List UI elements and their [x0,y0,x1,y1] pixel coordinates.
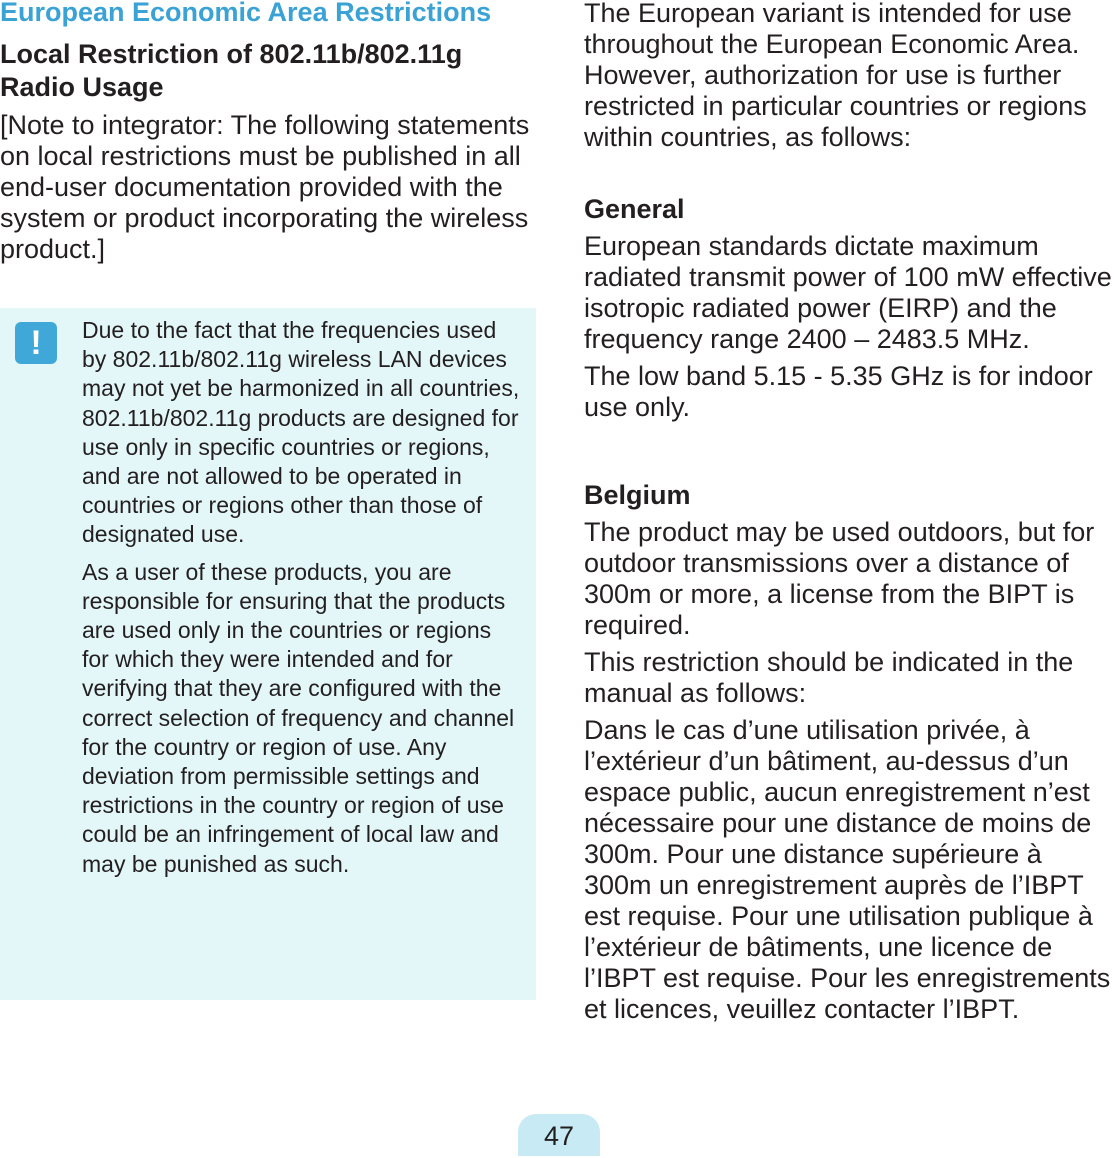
subsection-title: Local Restriction of 802.11b/802.11g Radio Usage [0,39,463,102]
belgium-paragraph-1: The product may be used outdoors, but for outdoor transmissions over a distance of 300m or more, a license from the BIPT is required. [584,517,1095,640]
general-section [584,194,1116,429]
caution-paragraph-2: As a user of these products, you are responsible for ensuring that the products are used only in the countries or regions for which they were intended and for verifying that they are configured with the correct selection of frequency and channel for the country or region of use. Any deviation from permissible settings and restrictions in the country or region of use could be an infringement of local law and may be punished as such. [82,558,515,877]
eea-intro: The European variant is intended for use throughout the European Economic Area. However, authorization for use is further restricted in particular countries or regions within countries, as follows: [584,0,1087,152]
belgium-paragraph-3-french: Dans le cas d’une utilisation privée, à l’extérieur d’un bâtiment, au-dessus d’un espace public, aucun enregistrement n’est nécessaire pour une distance de moins de 300m. Pour une distance supérieure à 300m un enregistrement auprès de l’IBPT est requise. Pour une utilisation publique à l’extérieur de bâtiments, une licence de l’IBPT est requise. Pour les enregistrements et licences, veuillez contacter l’IBPT. [584,715,1111,1024]
belgium-heading: Belgium [584,480,691,510]
belgium-paragraph-2: This restriction should be indicated in the manual as follows: [584,647,1074,708]
caution-note-box [0,308,536,1000]
general-paragraph-2: The low band 5.15 - 5.35 GHz is for indoor use only. [584,361,1093,422]
page-number: 47 [518,1114,600,1156]
section-title: European Economic Area Restrictions [0,0,492,27]
caution-note-text [82,316,522,887]
integrator-note: [Note to integrator: The following statements on local restrictions must be published in all end-user documentation provided with the system or product incorporating the wireless product.] [0,110,530,264]
belgium-section [584,480,1116,1031]
caution-paragraph-1: Due to the fact that the frequencies used by 802.11b/802.11g wireless LAN devices may not yet be harmonized in all countries, 802.11b/802.11g products are designed for use only in specific countries or regions, and are not allowed to be operated in countries or regions other than those of designated use. [82,317,520,548]
general-heading: General [584,194,685,224]
general-paragraph-1: European standards dictate maximum radiated transmit power of 100 mW effective isotropic radiated power (EIRP) and the frequency range 2400 – 2483.5 MHz. [584,231,1112,354]
exclamation-icon: ! [15,322,57,364]
